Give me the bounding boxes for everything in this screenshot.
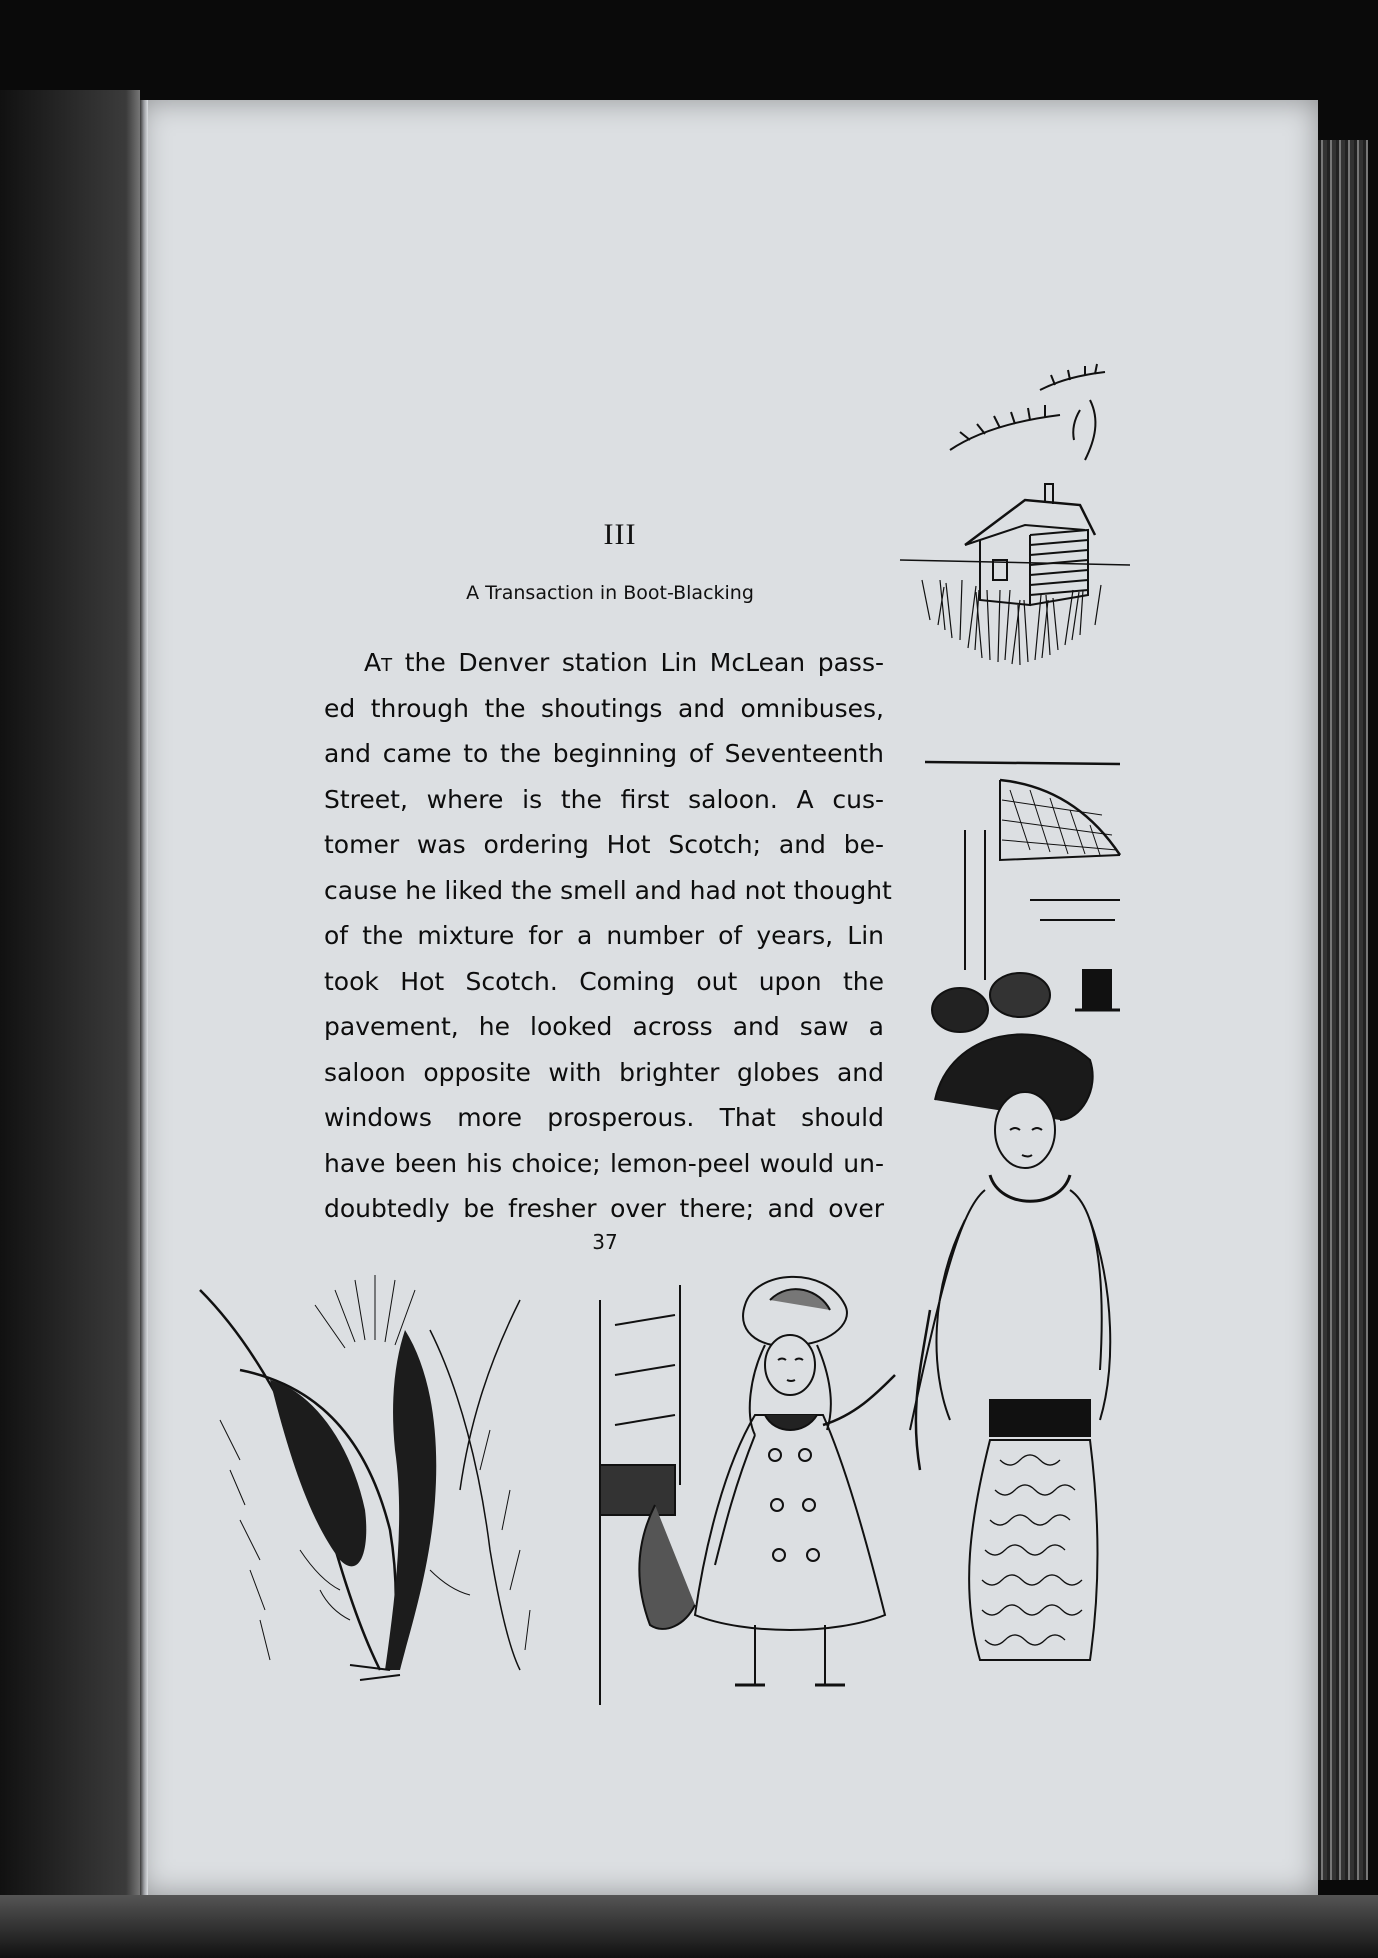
text-line: windows more prosperous. That should bbox=[324, 1103, 884, 1132]
text-line: of the mixture for a number of years, Lin bbox=[324, 921, 884, 950]
text-line: tomer was ordering Hot Scotch; and be- bbox=[324, 830, 884, 859]
page-gutter bbox=[140, 100, 148, 1895]
rock-landscape-illustration bbox=[190, 1270, 570, 1690]
text-line: took Hot Scotch. Coming out upon the bbox=[324, 966, 884, 996]
book-spine-shadow bbox=[0, 90, 140, 1910]
page-edges bbox=[1318, 140, 1368, 1880]
street-crowd-illustration bbox=[890, 770, 1130, 1670]
chapter-number: III bbox=[603, 518, 637, 551]
text-line: and came to the beginning of Seventeenth bbox=[324, 739, 884, 768]
text-line: pavement, he looked across and saw a bbox=[324, 1012, 884, 1041]
bottom-shadow bbox=[0, 1895, 1378, 1958]
text-line: cause he liked the smell and had not thought bbox=[324, 875, 892, 905]
log-cabin-illustration bbox=[890, 360, 1130, 780]
girl-in-coat-illustration bbox=[595, 1265, 925, 1705]
text-line: have been his choice; lemon-peel would un- bbox=[324, 1148, 884, 1178]
text-line: doubtedly be fresher over there; and over bbox=[324, 1194, 884, 1223]
body-text bbox=[324, 640, 892, 1232]
chapter-title: A Transaction in Boot-Blacking bbox=[466, 582, 754, 604]
text-line: saloon opposite with brighter globes and bbox=[324, 1057, 884, 1087]
text-line: At the Denver station Lin McLean pass- bbox=[364, 648, 884, 677]
page-number: 37 bbox=[592, 1230, 618, 1254]
text-line: Street, where is the first saloon. A cus- bbox=[324, 784, 884, 814]
first-word: At bbox=[364, 648, 393, 677]
text-line: ed through the shoutings and omnibuses, bbox=[324, 693, 884, 723]
